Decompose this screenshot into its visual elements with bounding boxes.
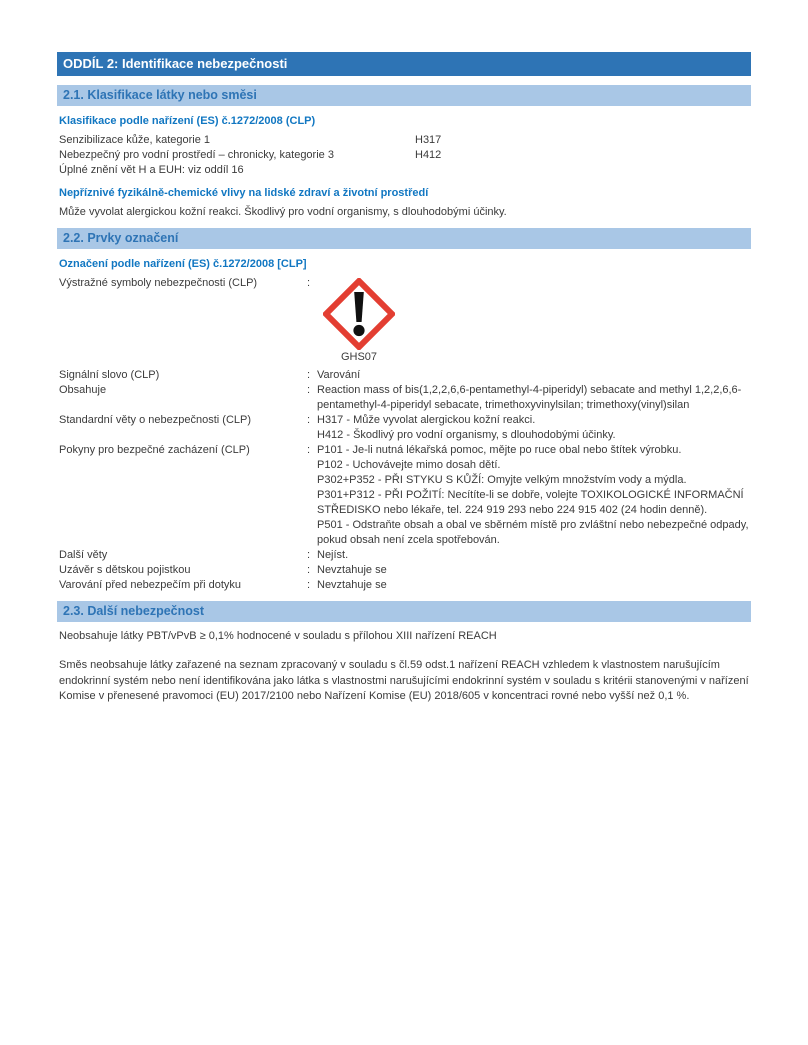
- tactile-warning-row: [57, 578, 751, 593]
- full-text-reference-note: Úplné znění vět H a EUH: viz oddíl 16: [59, 164, 244, 176]
- classification-row: [57, 148, 751, 163]
- signal-word-row: [57, 368, 751, 383]
- precautionary-statement-line: P101 - Je-li nutná lékařská pomoc, mějte po ruce obal nebo štítek výrobku.: [317, 444, 682, 456]
- hazard-statement-code: H412: [415, 149, 442, 161]
- field-label: Pokyny pro bezpečné zacházení (CLP): [59, 444, 250, 456]
- other-phrases-row: [57, 548, 751, 563]
- hazard-statement-line: H317 - Může vyvolat alergickou kožní reakci.: [317, 414, 536, 426]
- colon-separator: :: [307, 414, 311, 426]
- field-value: Nevztahuje se: [317, 564, 387, 576]
- child-resistant-cap-row: [57, 563, 751, 578]
- precautionary-statements-row: [57, 443, 751, 548]
- hazard-class-label: Senzibilizace kůže, kategorie 1: [59, 134, 211, 146]
- exclamation-dot: [353, 325, 364, 336]
- precautionary-statement-line: P302+P352 - PŘI STYKU S KŮŽÍ: Omyjte velkým množstvím vody a mýdla.: [317, 474, 687, 486]
- hazard-statements-row: [57, 413, 751, 443]
- colon-separator: :: [307, 444, 311, 456]
- field-label: Uzávěr s dětskou pojistkou: [59, 564, 191, 576]
- colon-separator: :: [307, 384, 311, 396]
- colon-separator: :: [307, 277, 311, 289]
- colon-separator: :: [307, 549, 311, 561]
- endocrine-disruptor-paragraph: Směs neobsahuje látky zařazené na seznam zpracovaný v souladu s čl.59 odst.1 nařízení REACH vzhledem k vlastnostem narušujícím endokrinní systém nebo není identifikována jako látka s vlastnostmi narušujícími endokrinní systém v souladu s kritérii stanovenými v nařízení Komise v přenesené pravomoci (EU) 2017/2100 nebo Nařízení Komise (EU) 2018/605 v koncentraci rovné nebo vyšší než 0,1 %.: [59, 659, 749, 702]
- classification-row: [57, 133, 751, 148]
- field-label: Obsahuje: [59, 384, 107, 396]
- precautionary-statement-line: P501 - Odstraňte obsah a obal ve sběrném místě pro zvláštní nebo nebezpečné odpady, pokud obsah není zcela spotřebován.: [317, 519, 749, 546]
- field-value-multiline: [317, 443, 751, 548]
- hazard-pictogram-row: [57, 276, 751, 368]
- colon-separator: :: [307, 369, 311, 381]
- field-value: Nevztahuje se: [317, 579, 387, 591]
- field-value: Varování: [317, 369, 361, 381]
- precautionary-statement-line: P102 - Uchovávejte mimo dosah dětí.: [317, 459, 501, 471]
- pictogram-value: [317, 276, 751, 368]
- subsection-2-2-header: 2.2. Prvky označení: [57, 228, 751, 249]
- contains-row: [57, 383, 751, 413]
- subsection-2-1-header: 2.1. Klasifikace látky nebo směsi: [57, 85, 751, 106]
- clp-classification-heading: Klasifikace podle nařízení (ES) č.1272/2008 (CLP): [59, 115, 316, 127]
- field-label: Signální slovo (CLP): [59, 369, 160, 381]
- field-label: Standardní věty o nebezpečnosti (CLP): [59, 414, 252, 426]
- clp-labelling-heading: Označení podle nařízení (ES) č.1272/2008 [CLP]: [59, 258, 307, 270]
- hazard-statement-code: H317: [415, 134, 442, 146]
- precautionary-statement-line: P301+P312 - PŘI POŽITÍ: Necítíte-li se dobře, volejte TOXIKOLOGICKÉ INFORMAČNÍ STŘEDISKO nebo lékaře, tel. 224 919 293 nebo 224 915 402 (24 hodin denně).: [317, 489, 744, 516]
- colon-separator: :: [307, 564, 311, 576]
- hazard-class-label: Nebezpečný pro vodní prostředí – chronicky, kategorie 3: [59, 149, 334, 161]
- adverse-effects-text: Může vyvolat alergickou kožní reakci. Škodlivý pro vodní organismy, s dlouhodobými účinky.: [59, 206, 507, 218]
- field-value: Nejíst.: [317, 549, 349, 561]
- adverse-effects-heading: Nepříznivé fyzikálně-chemické vlivy na lidské zdraví a životní prostředí: [59, 187, 429, 199]
- colon-separator: :: [307, 579, 311, 591]
- field-label: Varování před nebezpečím při dotyku: [59, 579, 242, 591]
- subsection-2-3-header: 2.3. Další nebezpečnost: [57, 601, 751, 622]
- field-label: Výstražné symboly nebezpečnosti (CLP): [59, 277, 258, 289]
- section-2-header: ODDÍL 2: Identifikace nebezpečnosti: [57, 52, 751, 76]
- pbt-vpvb-statement: Neobsahuje látky PBT/vPvB ≥ 0,1% hodnocené v souladu s přílohou XIII nařízení REACH: [59, 630, 497, 642]
- field-value: Reaction mass of bis(1,2,2,6,6-pentamethyl-4-piperidyl) sebacate and methyl 1,2,2,6,6-pentamethyl-4-piperidyl sebacate, trimethoxyvinylsilan; trimethoxy(vinyl)silan: [317, 384, 742, 411]
- field-value-multiline: [317, 413, 751, 443]
- field-label: Další věty: [59, 549, 108, 561]
- hazard-statement-line: H412 - Škodlivý pro vodní organismy, s dlouhodobými účinky.: [317, 429, 616, 441]
- pictogram-code-label: GHS07: [340, 351, 378, 363]
- ghs07-exclamation-pictogram: [323, 278, 395, 350]
